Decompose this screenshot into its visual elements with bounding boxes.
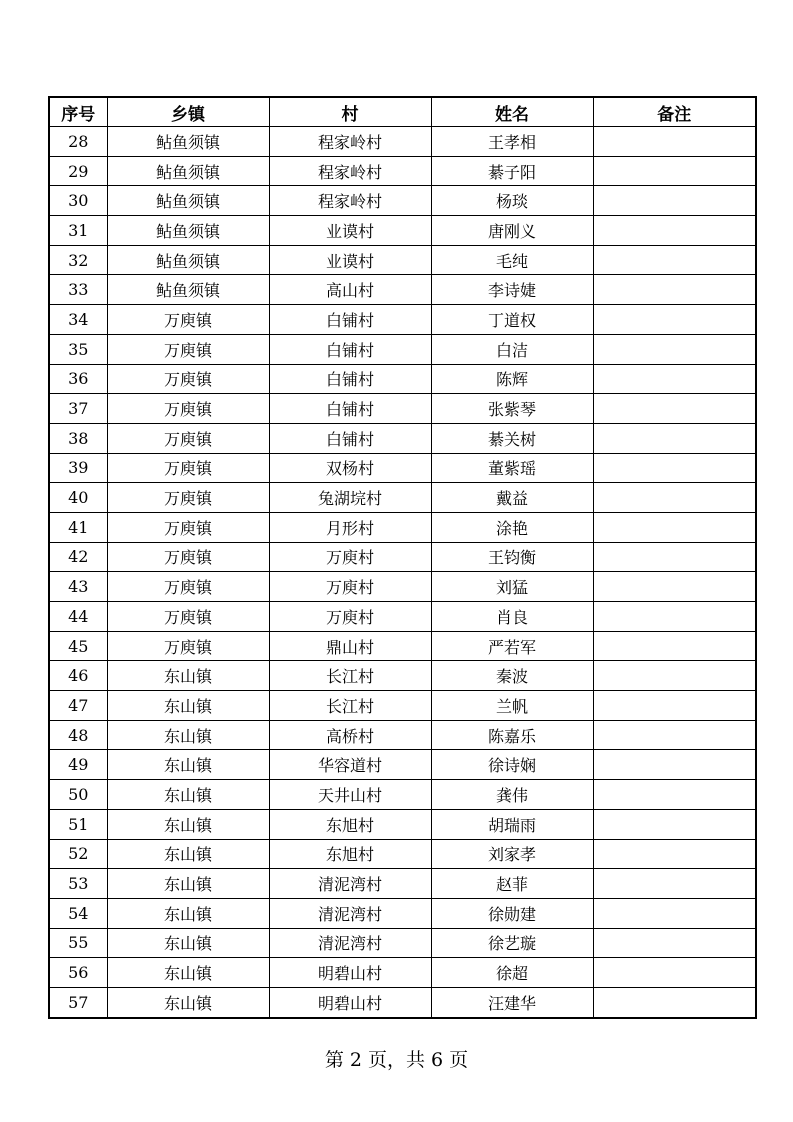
cell-remarks xyxy=(593,750,756,780)
cell-name: 张紫琴 xyxy=(431,394,593,424)
cell-town: 东山镇 xyxy=(107,750,269,780)
table-row xyxy=(49,245,756,275)
cell-village: 白铺村 xyxy=(269,334,431,364)
table-row xyxy=(49,483,756,513)
cell-village: 业谟村 xyxy=(269,245,431,275)
cell-remarks xyxy=(593,512,756,542)
header-village: 村 xyxy=(269,97,431,127)
cell-town: 万庾镇 xyxy=(107,453,269,483)
cell-village: 业谟村 xyxy=(269,216,431,246)
cell-index: 42 xyxy=(49,542,107,572)
table-row xyxy=(49,364,756,394)
table-row xyxy=(49,928,756,958)
cell-town: 东山镇 xyxy=(107,691,269,721)
cell-name: 徐艺璇 xyxy=(431,928,593,958)
cell-remarks xyxy=(593,542,756,572)
cell-village: 程家岭村 xyxy=(269,127,431,157)
cell-index: 50 xyxy=(49,780,107,810)
cell-remarks xyxy=(593,898,756,928)
cell-remarks xyxy=(593,572,756,602)
cell-village: 华容道村 xyxy=(269,750,431,780)
cell-town: 万庾镇 xyxy=(107,512,269,542)
cell-index: 53 xyxy=(49,869,107,899)
cell-remarks xyxy=(593,928,756,958)
cell-index: 56 xyxy=(49,958,107,988)
cell-index: 32 xyxy=(49,245,107,275)
cell-village: 天井山村 xyxy=(269,780,431,810)
cell-town: 东山镇 xyxy=(107,898,269,928)
cell-remarks xyxy=(593,958,756,988)
cell-village: 白铺村 xyxy=(269,423,431,453)
cell-index: 52 xyxy=(49,839,107,869)
cell-village: 东旭村 xyxy=(269,809,431,839)
cell-index: 38 xyxy=(49,423,107,453)
cell-name: 刘猛 xyxy=(431,572,593,602)
cell-index: 30 xyxy=(49,186,107,216)
cell-name: 汪建华 xyxy=(431,987,593,1017)
cell-village: 月形村 xyxy=(269,512,431,542)
table-row xyxy=(49,572,756,602)
cell-town: 东山镇 xyxy=(107,839,269,869)
cell-index: 29 xyxy=(49,156,107,186)
cell-name: 綦子阳 xyxy=(431,156,593,186)
table-row xyxy=(49,780,756,810)
table-row xyxy=(49,394,756,424)
cell-index: 49 xyxy=(49,750,107,780)
cell-name: 赵菲 xyxy=(431,869,593,899)
cell-index: 55 xyxy=(49,928,107,958)
cell-remarks xyxy=(593,127,756,157)
cell-village: 白铺村 xyxy=(269,364,431,394)
table-row xyxy=(49,216,756,246)
cell-remarks xyxy=(593,987,756,1017)
cell-town: 万庾镇 xyxy=(107,334,269,364)
cell-town: 鲇鱼须镇 xyxy=(107,216,269,246)
cell-village: 清泥湾村 xyxy=(269,869,431,899)
cell-remarks xyxy=(593,839,756,869)
table-row xyxy=(49,898,756,928)
cell-village: 长江村 xyxy=(269,661,431,691)
cell-town: 万庾镇 xyxy=(107,483,269,513)
cell-town: 东山镇 xyxy=(107,780,269,810)
roster-table xyxy=(48,96,757,1019)
cell-village: 鼎山村 xyxy=(269,631,431,661)
cell-village: 兔湖垸村 xyxy=(269,483,431,513)
cell-name: 秦波 xyxy=(431,661,593,691)
cell-town: 东山镇 xyxy=(107,869,269,899)
header-town: 乡镇 xyxy=(107,97,269,127)
cell-village: 程家岭村 xyxy=(269,156,431,186)
cell-remarks xyxy=(593,631,756,661)
cell-name: 徐超 xyxy=(431,958,593,988)
cell-town: 东山镇 xyxy=(107,987,269,1017)
cell-index: 51 xyxy=(49,809,107,839)
cell-town: 万庾镇 xyxy=(107,602,269,632)
cell-index: 54 xyxy=(49,898,107,928)
cell-village: 东旭村 xyxy=(269,839,431,869)
cell-village: 白铺村 xyxy=(269,394,431,424)
table-row xyxy=(49,958,756,988)
cell-town: 万庾镇 xyxy=(107,572,269,602)
table-row xyxy=(49,305,756,335)
cell-index: 45 xyxy=(49,631,107,661)
cell-remarks xyxy=(593,156,756,186)
table-row xyxy=(49,631,756,661)
cell-name: 丁道权 xyxy=(431,305,593,335)
cell-remarks xyxy=(593,394,756,424)
cell-remarks xyxy=(593,275,756,305)
header-remarks: 备注 xyxy=(593,97,756,127)
table-row xyxy=(49,512,756,542)
cell-village: 清泥湾村 xyxy=(269,898,431,928)
cell-town: 东山镇 xyxy=(107,958,269,988)
cell-remarks xyxy=(593,483,756,513)
cell-index: 37 xyxy=(49,394,107,424)
cell-remarks xyxy=(593,691,756,721)
table-row xyxy=(49,869,756,899)
cell-name: 龚伟 xyxy=(431,780,593,810)
cell-town: 万庾镇 xyxy=(107,364,269,394)
cell-name: 陈嘉乐 xyxy=(431,720,593,750)
cell-remarks xyxy=(593,245,756,275)
table-row xyxy=(49,453,756,483)
cell-remarks xyxy=(593,809,756,839)
cell-index: 48 xyxy=(49,720,107,750)
cell-town: 东山镇 xyxy=(107,720,269,750)
cell-name: 王钧衡 xyxy=(431,542,593,572)
cell-index: 34 xyxy=(49,305,107,335)
cell-remarks xyxy=(593,364,756,394)
cell-remarks xyxy=(593,720,756,750)
table-row xyxy=(49,661,756,691)
cell-remarks xyxy=(593,661,756,691)
cell-remarks xyxy=(593,423,756,453)
cell-town: 东山镇 xyxy=(107,661,269,691)
header-index: 序号 xyxy=(49,97,107,127)
cell-town: 鲇鱼须镇 xyxy=(107,186,269,216)
cell-name: 李诗婕 xyxy=(431,275,593,305)
table-row xyxy=(49,720,756,750)
cell-village: 双杨村 xyxy=(269,453,431,483)
cell-remarks xyxy=(593,453,756,483)
table-row xyxy=(49,542,756,572)
cell-village: 万庾村 xyxy=(269,542,431,572)
table-row xyxy=(49,423,756,453)
cell-name: 兰帆 xyxy=(431,691,593,721)
cell-remarks xyxy=(593,780,756,810)
cell-name: 严若军 xyxy=(431,631,593,661)
table-row xyxy=(49,809,756,839)
cell-village: 万庾村 xyxy=(269,602,431,632)
cell-town: 鲇鱼须镇 xyxy=(107,275,269,305)
table-body xyxy=(49,127,756,1018)
table-row xyxy=(49,156,756,186)
cell-remarks xyxy=(593,186,756,216)
cell-index: 44 xyxy=(49,602,107,632)
cell-town: 万庾镇 xyxy=(107,542,269,572)
header-name: 姓名 xyxy=(431,97,593,127)
cell-town: 东山镇 xyxy=(107,809,269,839)
cell-name: 綦关树 xyxy=(431,423,593,453)
table-row xyxy=(49,275,756,305)
page-footer: 第 2 页，共 6 页 xyxy=(324,1049,469,1071)
cell-remarks xyxy=(593,305,756,335)
cell-town: 万庾镇 xyxy=(107,394,269,424)
cell-remarks xyxy=(593,216,756,246)
cell-name: 肖良 xyxy=(431,602,593,632)
cell-name: 胡瑞雨 xyxy=(431,809,593,839)
cell-name: 徐诗娴 xyxy=(431,750,593,780)
cell-name: 唐刚义 xyxy=(431,216,593,246)
table-row xyxy=(49,839,756,869)
cell-village: 长江村 xyxy=(269,691,431,721)
cell-town: 万庾镇 xyxy=(107,305,269,335)
cell-index: 39 xyxy=(49,453,107,483)
cell-village: 清泥湾村 xyxy=(269,928,431,958)
table-row xyxy=(49,750,756,780)
cell-index: 33 xyxy=(49,275,107,305)
cell-remarks xyxy=(593,869,756,899)
cell-index: 36 xyxy=(49,364,107,394)
cell-town: 东山镇 xyxy=(107,928,269,958)
cell-village: 明碧山村 xyxy=(269,958,431,988)
cell-name: 涂艳 xyxy=(431,512,593,542)
cell-index: 31 xyxy=(49,216,107,246)
cell-village: 白铺村 xyxy=(269,305,431,335)
cell-remarks xyxy=(593,602,756,632)
cell-name: 刘家孝 xyxy=(431,839,593,869)
cell-village: 明碧山村 xyxy=(269,987,431,1017)
cell-name: 杨琰 xyxy=(431,186,593,216)
cell-index: 43 xyxy=(49,572,107,602)
cell-index: 35 xyxy=(49,334,107,364)
cell-name: 戴益 xyxy=(431,483,593,513)
table-row xyxy=(49,334,756,364)
table-row xyxy=(49,602,756,632)
cell-town: 万庾镇 xyxy=(107,631,269,661)
cell-village: 高山村 xyxy=(269,275,431,305)
table-header-row xyxy=(49,97,756,127)
cell-town: 鲇鱼须镇 xyxy=(107,127,269,157)
cell-town: 万庾镇 xyxy=(107,423,269,453)
cell-name: 毛纯 xyxy=(431,245,593,275)
cell-village: 高桥村 xyxy=(269,720,431,750)
cell-name: 白洁 xyxy=(431,334,593,364)
table-row xyxy=(49,987,756,1017)
cell-town: 鲇鱼须镇 xyxy=(107,245,269,275)
cell-index: 46 xyxy=(49,661,107,691)
cell-village: 程家岭村 xyxy=(269,186,431,216)
cell-remarks xyxy=(593,334,756,364)
cell-town: 鲇鱼须镇 xyxy=(107,156,269,186)
cell-name: 王孝相 xyxy=(431,127,593,157)
cell-index: 41 xyxy=(49,512,107,542)
cell-name: 董紫瑶 xyxy=(431,453,593,483)
cell-name: 陈辉 xyxy=(431,364,593,394)
cell-name: 徐勋建 xyxy=(431,898,593,928)
table-row xyxy=(49,691,756,721)
cell-index: 40 xyxy=(49,483,107,513)
table-row xyxy=(49,186,756,216)
cell-village: 万庾村 xyxy=(269,572,431,602)
table-row xyxy=(49,127,756,157)
cell-index: 47 xyxy=(49,691,107,721)
cell-index: 57 xyxy=(49,987,107,1017)
cell-index: 28 xyxy=(49,127,107,157)
